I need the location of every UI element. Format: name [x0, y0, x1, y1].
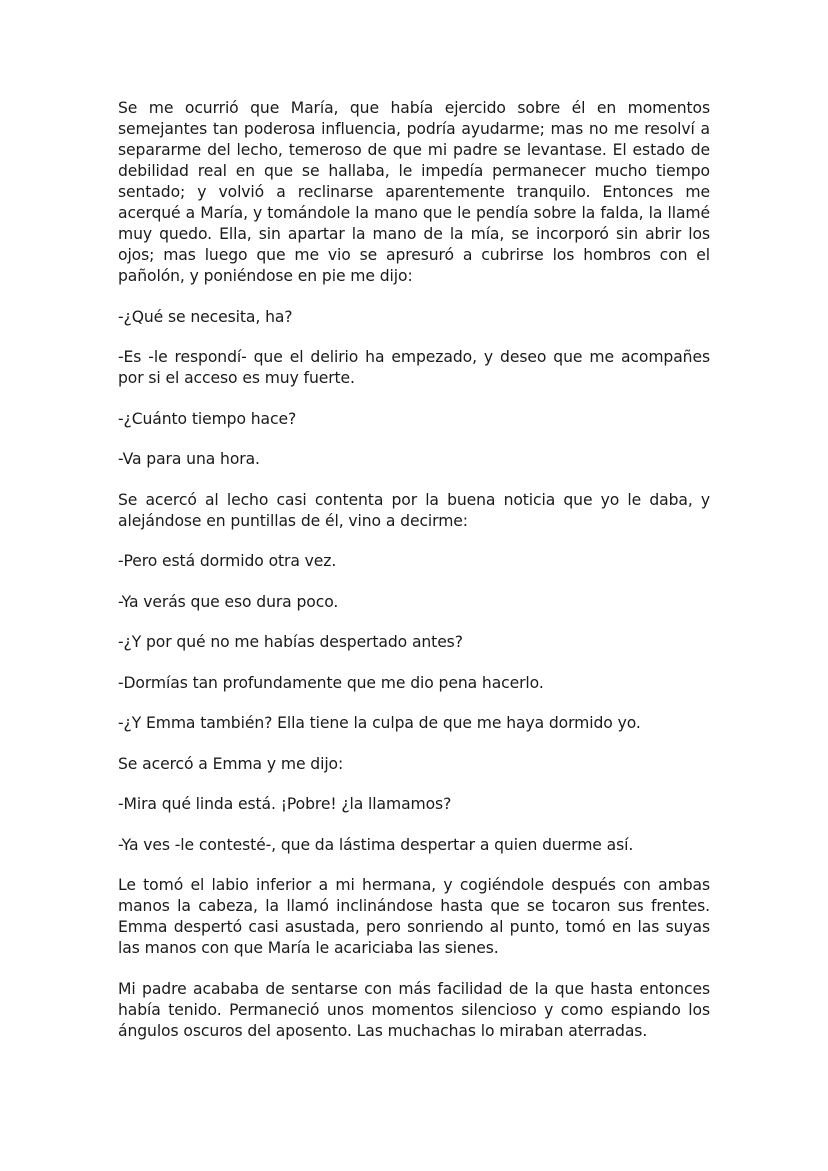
paragraph: Se me ocurrió que María, que había ejercido sobre él en momentos semejantes tan poderosa influencia, podría ayudarme; mas no me resolví a separarme del lecho, temeroso de que mi padre se levantase. El estado de debilidad real en que se hallaba, le impedía permanecer mucho tiempo sentado; y volvió a reclinarse aparentemente tranquilo. Entonces me acerqué a María, y tomándole la mano que le pendía sobre la falda, la llamé muy quedo. Ella, sin apartar la mano de la mía, se incorporó sin abrir los ojos; mas luego que me vio se apresuró a cubrirse los hombros con el pañolón, y poniéndose en pie me dijo:	[118, 99, 710, 285]
paragraph: Se acercó al lecho casi contenta por la buena noticia que yo le daba, y alejándose en puntillas de él, vino a decirme:	[118, 490, 710, 530]
dialogue-line: -Dormías tan profundamente que me dio pena hacerlo.	[118, 673, 544, 692]
document-body	[118, 98, 710, 1042]
dialogue-line: -Pero está dormido otra vez.	[118, 552, 337, 570]
dialogue-line: -¿Y Emma también? Ella tiene la culpa de que me haya dormido yo.	[118, 714, 641, 732]
dialogue-line: -Es -le respondí- que el delirio ha empezado, y deseo que me acompañes por si el acceso es muy fuerte.	[118, 348, 710, 387]
dialogue-line: -¿Qué se necesita, ha?	[118, 307, 293, 326]
paragraph: Mi padre acababa de sentarse con más facilidad de la que hasta entonces había tenido. Permaneció unos momentos silencioso y como espiando los ángulos oscuros del aposento. Las muchachas lo miraban aterradas.	[118, 979, 710, 1040]
dialogue-line: -Mira qué linda está. ¡Pobre! ¿la llamamos?	[118, 795, 452, 813]
dialogue-line: -¿Cuánto tiempo hace?	[118, 409, 297, 428]
dialogue-line: -Va para una hora.	[118, 450, 260, 468]
paragraph: Se acercó a Emma y me dijo:	[118, 754, 344, 773]
dialogue-line: -Ya ves -le contesté-, que da lástima despertar a quien duerme así.	[118, 835, 634, 854]
paragraph: Le tomó el labio inferior a mi hermana, y cogiéndole después con ambas manos la cabeza, la llamó inclinándose hasta que se tocaron sus frentes. Emma despertó casi asustada, pero sonriendo al punto, tomó en las suyas las manos con que María le acariciaba las sienes.	[118, 876, 710, 957]
dialogue-line: -¿Y por qué no me habías despertado antes?	[118, 633, 463, 651]
dialogue-line: -Ya verás que eso dura poco.	[118, 592, 339, 611]
